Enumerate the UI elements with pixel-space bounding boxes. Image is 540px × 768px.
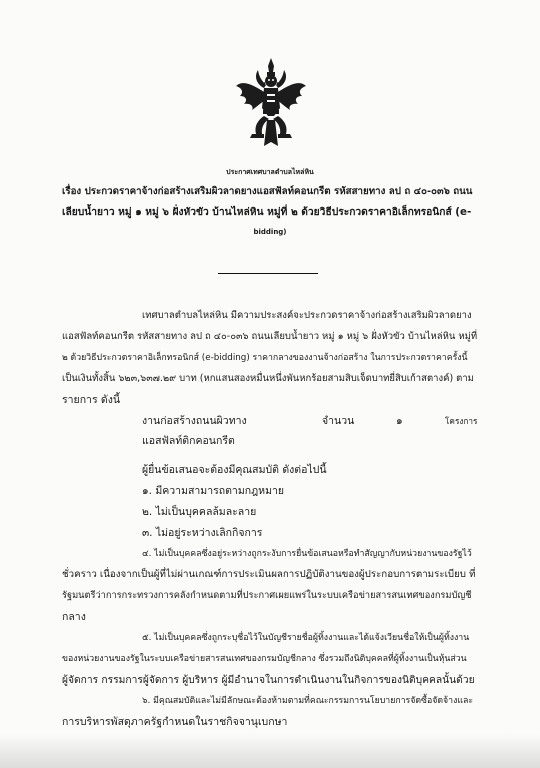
paragraph-line: ๒ ด้วยวิธีประกวดราคาอิเล็กทรอนิกส์ (e-bidding) ราคากลางของงานจ้างก่อสร้าง ในการประกวดราคาครั้งนี้: [62, 353, 468, 363]
subject-line: เรื่อง ประกวดราคาจ้างก่อสร้างเสริมผิวลาดยางแอสฟัลท์คอนกรีต รหัสสายทาง ลป ถ ๔๐-๐๓๖ ถนน: [62, 186, 473, 197]
item-unit: โครงการ: [445, 416, 478, 426]
item-qty-label: จำนวน: [322, 415, 355, 427]
qualification-item: ผู้จัดการ กรรมการผู้จัดการ ผู้บริหาร ผู้มีอำนาจในการดำเนินงานในกิจการของนิติบุคคลนั้นด้วย: [62, 674, 475, 686]
qualification-item: ชั่วคราว เนื่องจากเป็นผู้ที่ไม่ผ่านเกณฑ์การประเมินผลการปฏิบัติงานของผู้ประกอบการตามระเบียบ ที่: [62, 569, 476, 580]
qualification-item: ๕. ไม่เป็นบุคคลซึ่งถูกระบุชื่อไว้ในบัญชีรายชื่อผู้ทิ้งงานและได้แจ้งเวียนชื่อให้เป็นผู้ทิ้งงาน: [142, 633, 470, 643]
page-edge-shadow: [0, 734, 540, 768]
paragraph-line: เทศบาลตำบลไหล่หิน มีความประสงค์จะประกวดราคาจ้างก่อสร้างเสริมผิวลาดยาง: [142, 310, 472, 321]
qualification-item: ๒. ไม่เป็นบุคคลล้มละลาย: [142, 506, 257, 518]
divider-line: [218, 273, 318, 274]
qualification-item: ๑. มีความสามารถตามกฎหมาย: [142, 485, 285, 497]
paragraph-line: เป็นเงินทั้งสิ้น ๖๒๓,๖๓๗.๒๙ บาท (หกแสนสองหมื่นหนึ่งพันหกร้อยสามสิบเจ็ดบาทยี่สิบเก้าสตางค์) ตาม: [62, 373, 474, 384]
paragraph-line: รายการ ดังนี้: [62, 394, 121, 406]
qualification-item: ๖. มีคุณสมบัติและไม่มีลักษณะต้องห้ามตามที่คณะกรรมการนโยบายการจัดซื้อจัดจ้างและ: [142, 696, 474, 706]
qualification-item: ๓. ไม่อยู่ระหว่างเลิกกิจการ: [142, 527, 263, 539]
item-qty: ๑: [396, 415, 403, 427]
qualification-item: ๔. ไม่เป็นบุคคลซึ่งอยู่ระหว่างถูกระงับการยื่นข้อเสนอหรือทำสัญญากับหน่วยงานของรัฐไว้: [142, 549, 472, 559]
qualification-heading: ผู้ยื่นข้อเสนอจะต้องมีคุณสมบัติ ดังต่อไปนี้: [142, 464, 327, 476]
garuda-emblem-icon: [234, 58, 308, 148]
qualification-item: ของหน่วยงานของรัฐในระบบเครือข่ายสารสนเทศของกรมบัญชีกลาง ซึ่งรวมถึงนิติบุคคลที่ผู้ทิ้งงานเป็นหุ้นส่วน: [62, 654, 467, 664]
qualification-item: รัฐมนตรีว่าการกระทรวงการคลังกำหนดตามที่ประกาศเผยแพร่ในระบบเครือข่ายสารสนเทศของกรมบัญชี: [62, 590, 472, 601]
qualification-item: กลาง: [62, 611, 86, 623]
item-name: งานก่อสร้างถนนผิวทาง: [142, 415, 247, 427]
qualification-item: การบริหารพัสดุภาครัฐกำหนดในราชกิจจานุเบกษา: [62, 716, 288, 728]
item-name: แอสฟัลท์ติกคอนกรีต: [142, 435, 235, 447]
subject-line: bidding): [253, 228, 287, 236]
org-title: ประกาศเทศบาลตำบลไหล่หิน: [226, 168, 314, 176]
paragraph-line: แอสฟัลท์คอนกรีต รหัสสายทาง ลป ถ ๔๐-๐๓๖ ถนนเลียบน้ำยาว หมู่ ๑ หมู่ ๖ ฝั่งหัวขัว บ้านไหล่หิน หมู่ที่: [62, 331, 478, 342]
subject-line: เลียบน้ำยาว หมู่ ๑ หมู่ ๖ ฝั่งหัวขัว บ้านไหล่หิน หมู่ที่ ๒ ด้วยวิธีประกวดราคาอิเล็กทรอนิกส์ (e-: [62, 206, 472, 218]
